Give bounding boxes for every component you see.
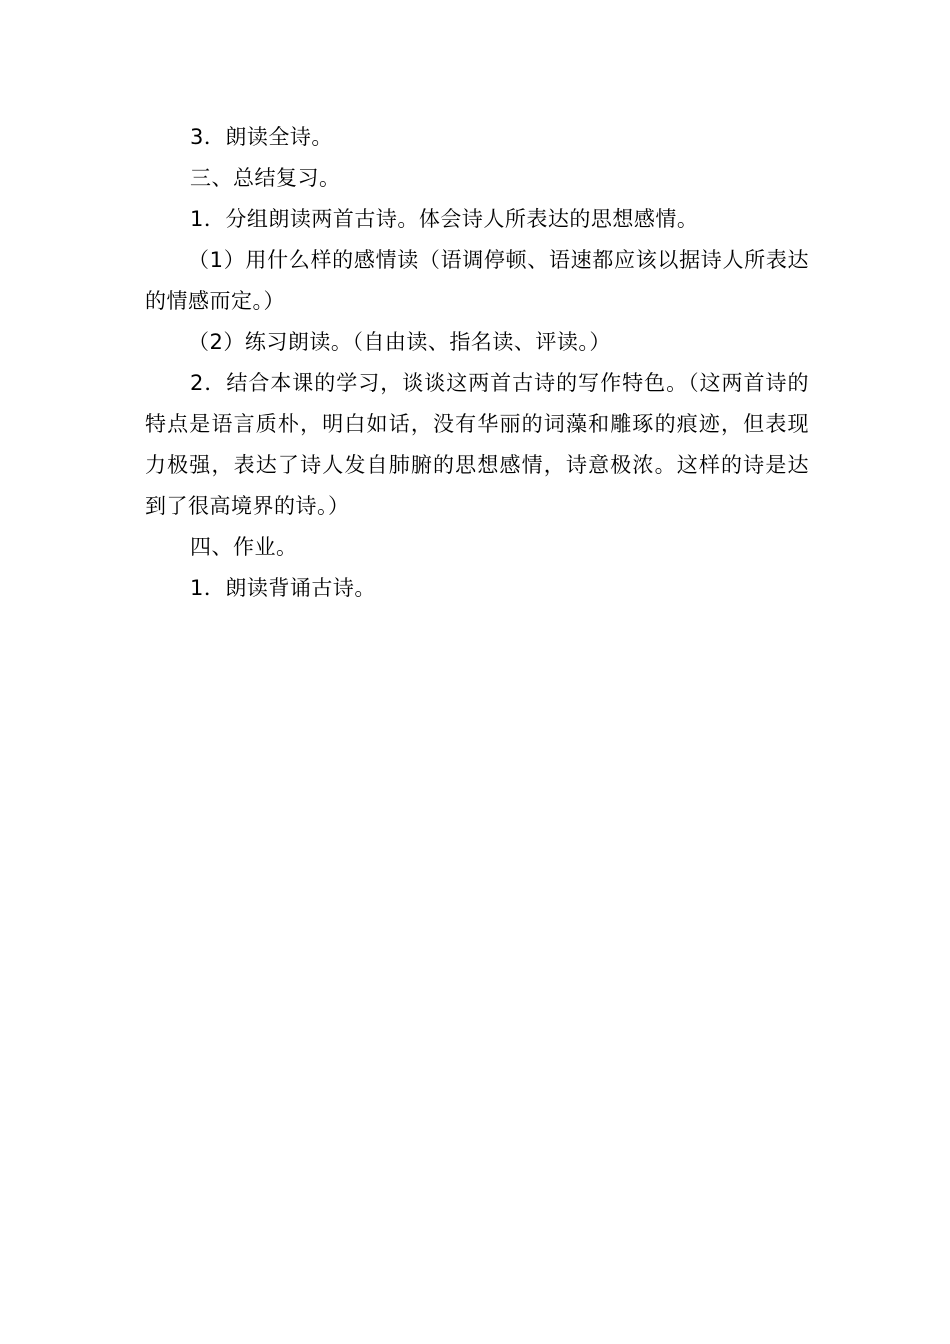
document-body (145, 117, 809, 609)
heading-homework: 四、作业。 (190, 535, 298, 559)
paragraph-practice-reading: （2）练习朗读。（自由读、指名读、评读。） (188, 330, 611, 354)
paragraph-recite-poems: 1．朗读背诵古诗。 (190, 576, 376, 600)
paragraph-emotion-reading: （1）用什么样的感情读（语调停顿、语速都应该以据诗人所表达的情感而定。） (145, 248, 809, 313)
paragraph-read-whole-poem: 3．朗读全诗。 (190, 125, 333, 149)
paragraph-group-reading: 1．分组朗读两首古诗。体会诗人所表达的思想感情。 (190, 207, 699, 231)
paragraph-writing-features: 2．结合本课的学习，谈谈这两首古诗的写作特色。（这两首诗的特点是语言质朴，明白如话，没有华丽的词藻和雕琢的痕迹，但表现力极强，表达了诗人发自肺腑的思想感情，诗意极浓。这样的诗是达到了很高境界的诗。） (145, 371, 809, 518)
heading-summary-review: 三、总结复习。 (190, 166, 341, 190)
